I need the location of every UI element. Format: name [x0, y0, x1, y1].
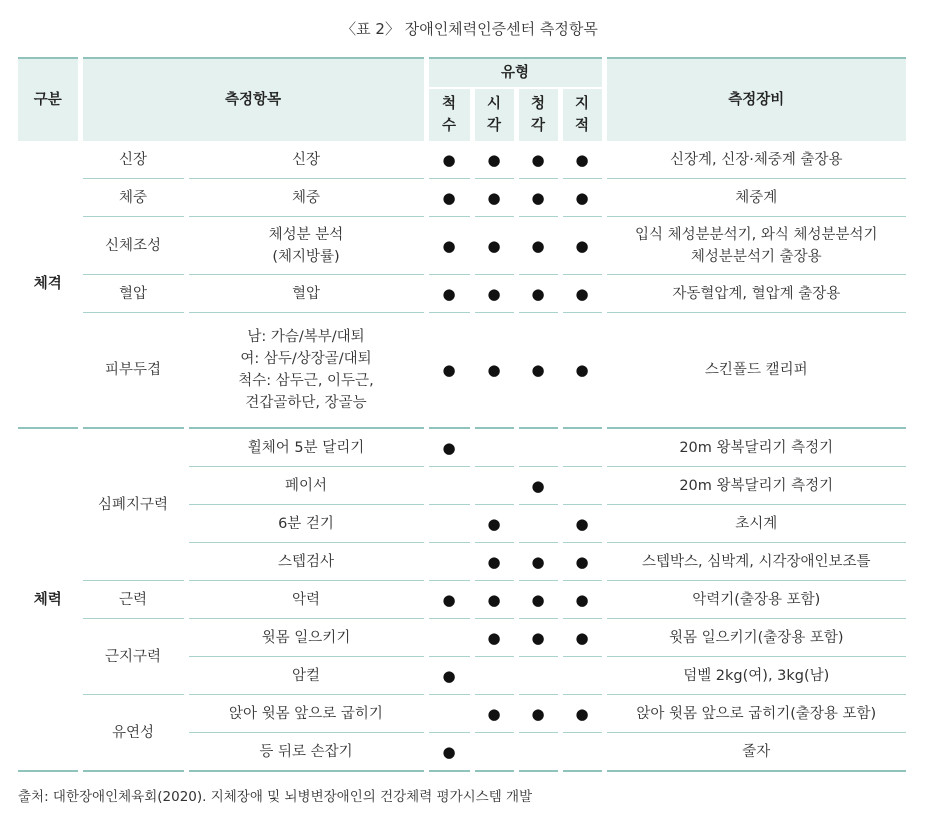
mark-intellectual [560, 467, 604, 505]
mark-hearing [516, 657, 560, 695]
item-cell: 등 뒤로 손잡기 [186, 733, 426, 772]
item-cell: 신장 [186, 141, 426, 179]
item-cell: 혈압 [186, 275, 426, 313]
mark-hearing: ● [516, 275, 560, 313]
mark-visual: ● [472, 543, 516, 581]
subcategory-cell: 신장 [80, 141, 186, 179]
table-row [18, 428, 906, 467]
equipment-cell: 악력기(출장용 포함) [604, 581, 906, 619]
mark-intellectual: ● [560, 619, 604, 657]
header-category: 구분 [18, 58, 80, 141]
mark-visual [472, 467, 516, 505]
item-cell: 6분 걷기 [186, 505, 426, 543]
equipment-cell: 초시계 [604, 505, 906, 543]
mark-intellectual [560, 733, 604, 772]
item-cell: 휠체어 5분 달리기 [186, 428, 426, 467]
subcategory-cell: 체중 [80, 179, 186, 217]
measurement-table [18, 57, 906, 772]
mark-visual [472, 428, 516, 467]
mark-visual: ● [472, 141, 516, 179]
mark-spinal: ● [426, 581, 472, 619]
mark-visual: ● [472, 275, 516, 313]
mark-spinal: ● [426, 217, 472, 275]
mark-spinal: ● [426, 657, 472, 695]
header-type-intellectual: 지 적 [560, 88, 604, 141]
group-label: 체격 [18, 141, 80, 428]
mark-spinal: ● [426, 733, 472, 772]
mark-intellectual: ● [560, 505, 604, 543]
source-note: 출처: 대한장애인체육회(2020). 지체장애 및 뇌병변장애인의 건강체력 평가시스템 개발 [18, 789, 533, 805]
mark-spinal [426, 467, 472, 505]
mark-visual: ● [472, 581, 516, 619]
mark-visual: ● [472, 505, 516, 543]
mark-hearing: ● [516, 179, 560, 217]
table-row [18, 275, 906, 313]
mark-intellectual: ● [560, 141, 604, 179]
equipment-cell: 신장계, 신장·체중계 출장용 [604, 141, 906, 179]
group-label: 체력 [18, 428, 80, 771]
equipment-cell: 20m 왕복달리기 측정기 [604, 467, 906, 505]
item-cell: 앉아 윗몸 앞으로 굽히기 [186, 695, 426, 733]
equipment-cell: 체중계 [604, 179, 906, 217]
subcategory-cell: 혈압 [80, 275, 186, 313]
header-item: 측정항목 [80, 58, 426, 141]
mark-intellectual: ● [560, 695, 604, 733]
mark-hearing [516, 733, 560, 772]
mark-visual: ● [472, 695, 516, 733]
mark-hearing: ● [516, 543, 560, 581]
mark-spinal [426, 695, 472, 733]
table-row [18, 313, 906, 429]
mark-spinal: ● [426, 313, 472, 429]
mark-hearing: ● [516, 141, 560, 179]
equipment-cell: 덤벨 2kg(여), 3kg(남) [604, 657, 906, 695]
mark-hearing: ● [516, 695, 560, 733]
table-row [18, 581, 906, 619]
header-type-hearing: 청 각 [516, 88, 560, 141]
mark-intellectual [560, 428, 604, 467]
subcategory-cell: 유연성 [80, 695, 186, 772]
mark-visual: ● [472, 619, 516, 657]
mark-intellectual: ● [560, 581, 604, 619]
table-body [18, 141, 906, 771]
subcategory-cell: 근지구력 [80, 619, 186, 695]
mark-hearing: ● [516, 619, 560, 657]
mark-intellectual: ● [560, 543, 604, 581]
item-cell: 윗몸 일으키기 [186, 619, 426, 657]
mark-hearing [516, 428, 560, 467]
table-row [18, 217, 906, 275]
table-row [18, 141, 906, 179]
mark-intellectual: ● [560, 313, 604, 429]
mark-spinal [426, 619, 472, 657]
equipment-cell: 20m 왕복달리기 측정기 [604, 428, 906, 467]
item-cell: 암컬 [186, 657, 426, 695]
mark-hearing [516, 505, 560, 543]
equipment-cell: 줄자 [604, 733, 906, 772]
mark-intellectual: ● [560, 275, 604, 313]
equipment-cell: 앉아 윗몸 앞으로 굽히기(출장용 포함) [604, 695, 906, 733]
equipment-cell: 윗몸 일으키기(출장용 포함) [604, 619, 906, 657]
subcategory-cell: 심폐지구력 [80, 428, 186, 581]
subcategory-cell: 신체조성 [80, 217, 186, 275]
mark-spinal: ● [426, 179, 472, 217]
mark-spinal [426, 505, 472, 543]
mark-intellectual [560, 657, 604, 695]
mark-intellectual: ● [560, 217, 604, 275]
item-cell: 페이서 [186, 467, 426, 505]
mark-visual: ● [472, 217, 516, 275]
equipment-cell: 입식 체성분분석기, 와식 체성분분석기 체성분분석기 출장용 [604, 217, 906, 275]
mark-spinal [426, 543, 472, 581]
item-cell: 체중 [186, 179, 426, 217]
header-equipment: 측정장비 [604, 58, 906, 141]
mark-hearing: ● [516, 581, 560, 619]
mark-spinal: ● [426, 428, 472, 467]
table-row [18, 695, 906, 733]
mark-hearing: ● [516, 217, 560, 275]
mark-visual: ● [472, 313, 516, 429]
header-type-spinal: 척 수 [426, 88, 472, 141]
equipment-cell: 스텝박스, 심박계, 시각장애인보조틀 [604, 543, 906, 581]
table-row [18, 619, 906, 657]
subcategory-cell: 근력 [80, 581, 186, 619]
mark-spinal: ● [426, 275, 472, 313]
item-cell: 악력 [186, 581, 426, 619]
mark-visual [472, 733, 516, 772]
header-type-visual: 시 각 [472, 88, 516, 141]
table-caption: 〈표 2〉 장애인체력인증센터 측정항목 [341, 20, 598, 38]
item-cell: 체성분 분석 (체지방률) [186, 217, 426, 275]
mark-visual [472, 657, 516, 695]
mark-hearing: ● [516, 313, 560, 429]
mark-intellectual: ● [560, 179, 604, 217]
subcategory-cell: 피부두겹 [80, 313, 186, 429]
equipment-cell: 자동혈압계, 혈압계 출장용 [604, 275, 906, 313]
header-type: 유형 [426, 58, 604, 88]
equipment-cell: 스킨폴드 캘리퍼 [604, 313, 906, 429]
table-row [18, 179, 906, 217]
mark-visual: ● [472, 179, 516, 217]
mark-spinal: ● [426, 141, 472, 179]
item-cell: 스텝검사 [186, 543, 426, 581]
mark-hearing: ● [516, 467, 560, 505]
item-cell: 남: 가슴/복부/대퇴 여: 삼두/상장골/대퇴 척수: 삼두근, 이두근, 견갑골하단, 장골능 [186, 313, 426, 429]
